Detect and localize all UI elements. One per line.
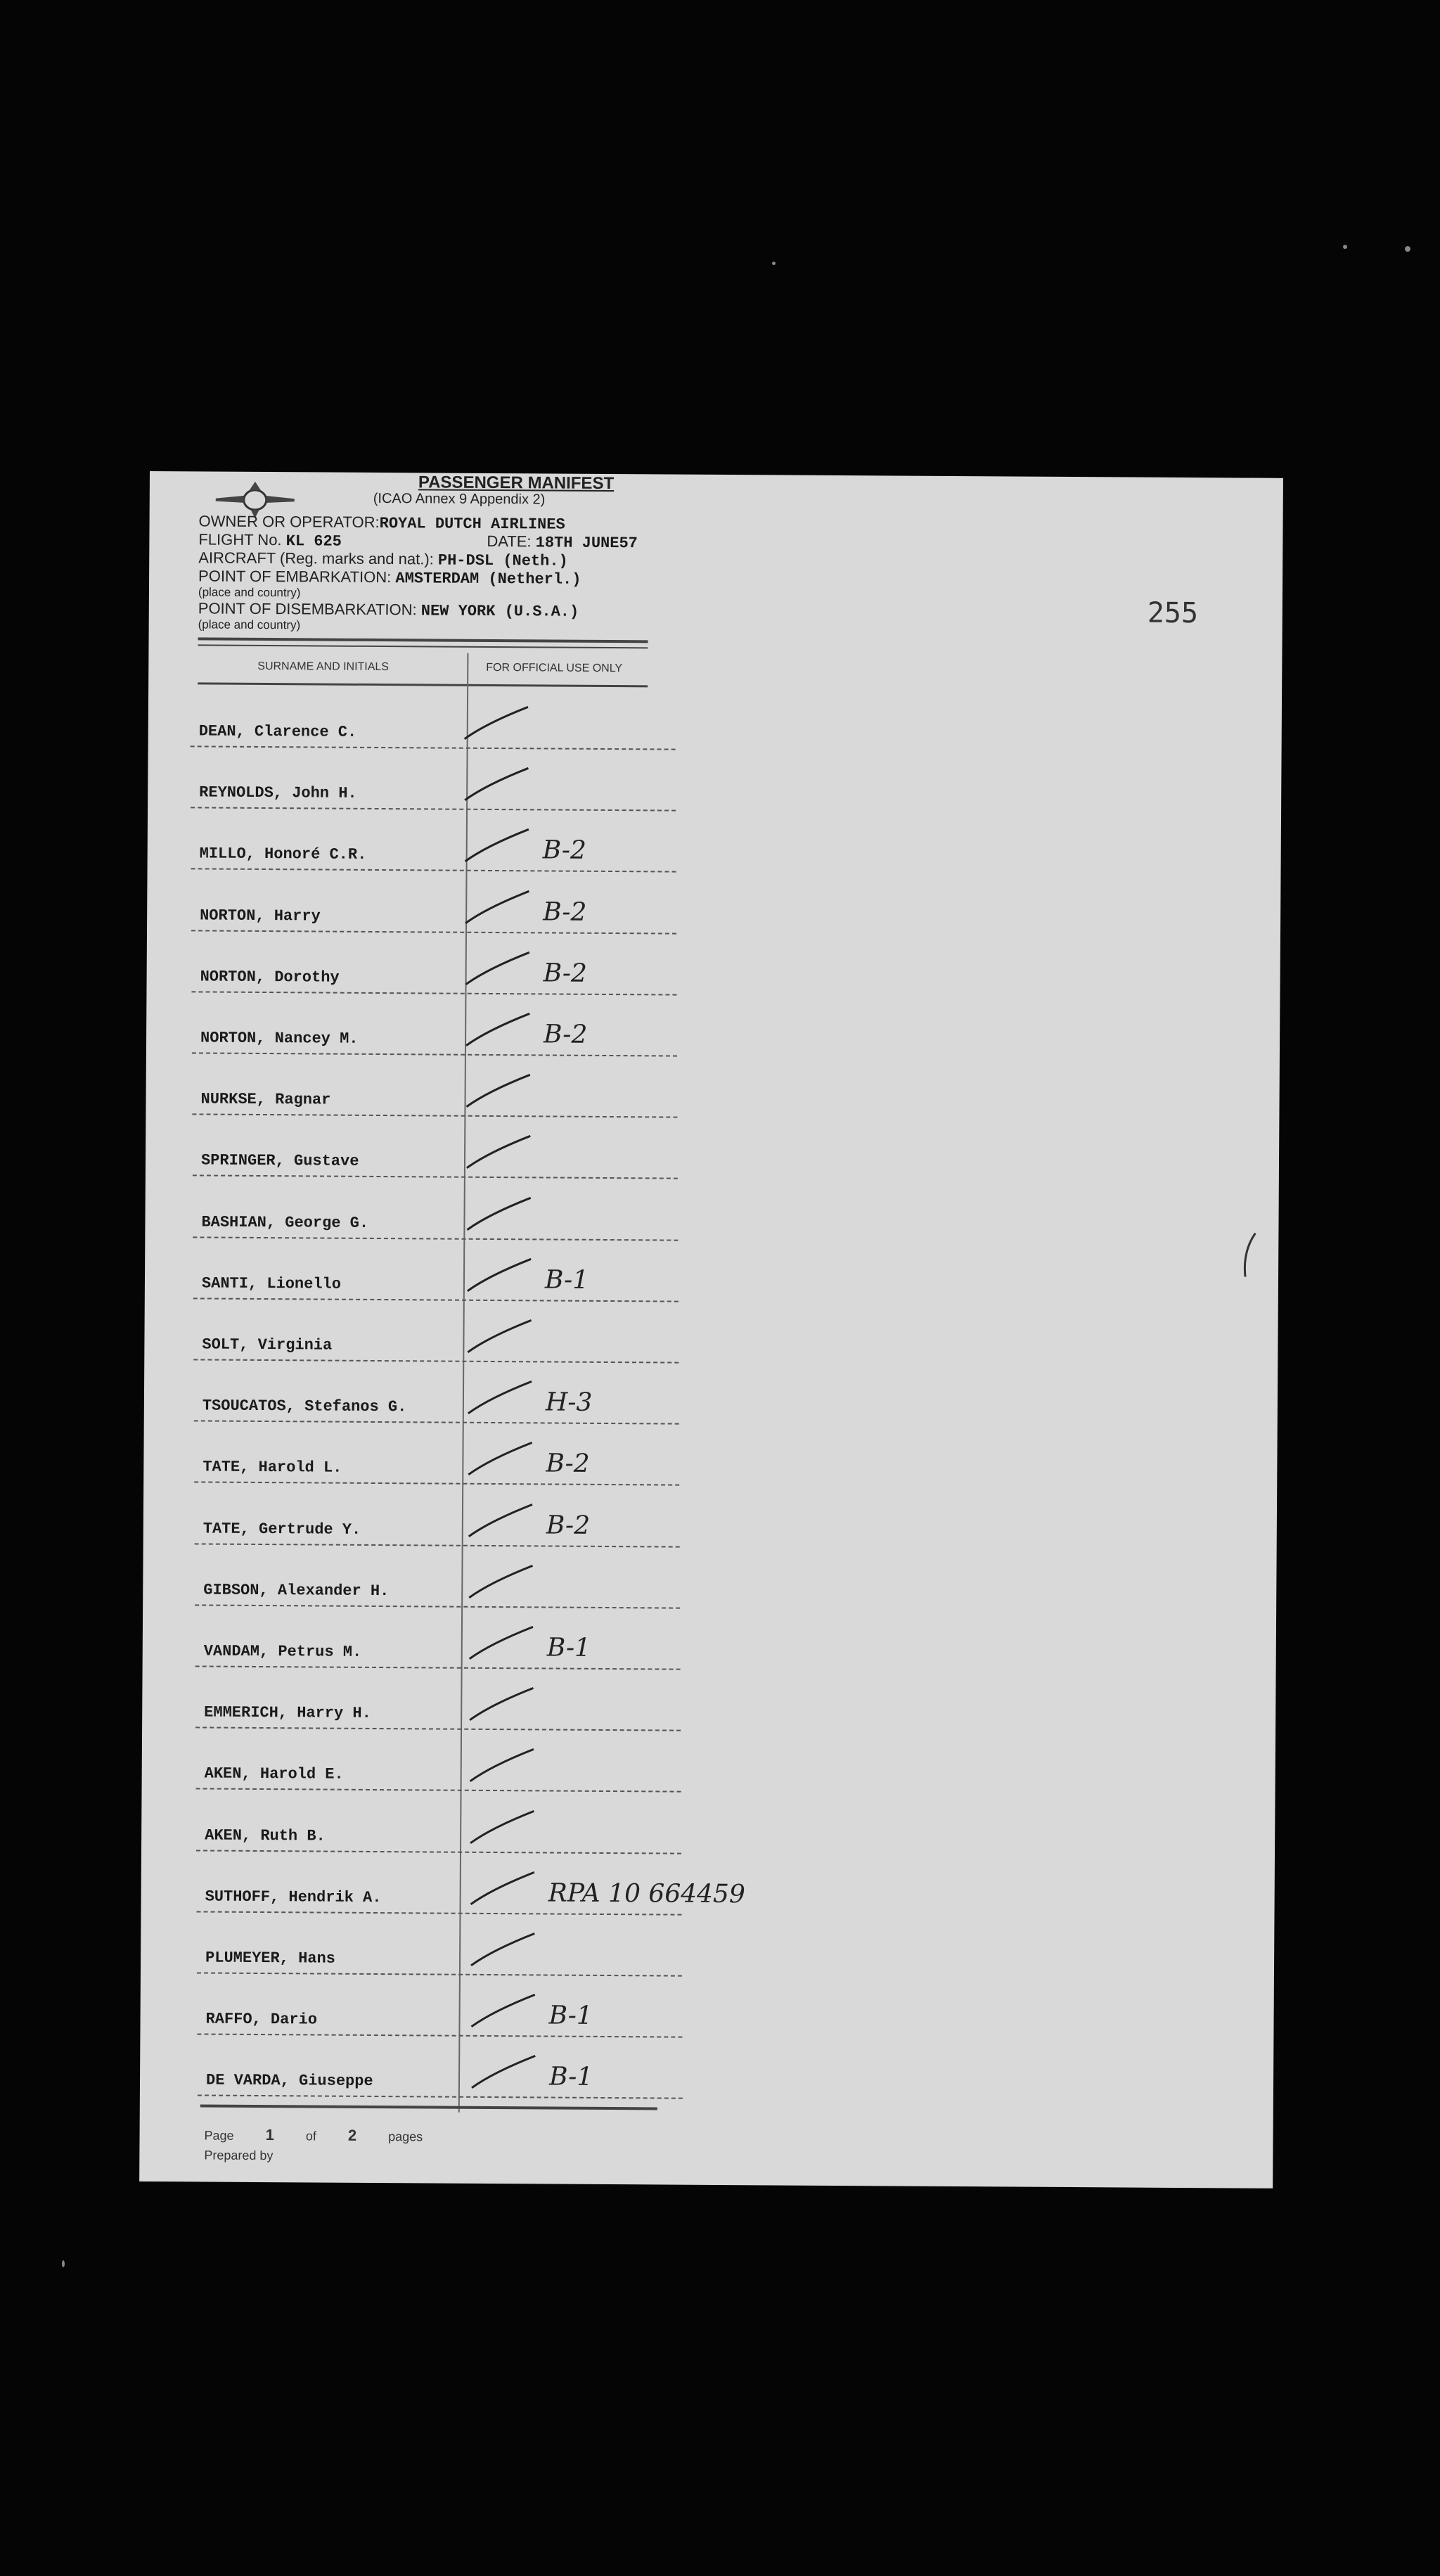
checkmark-icon bbox=[458, 764, 725, 807]
checkmark-icon bbox=[462, 1499, 729, 1543]
checkmark-icon bbox=[461, 1377, 728, 1421]
passenger-row bbox=[191, 870, 677, 934]
official-notation: B-2 bbox=[543, 1020, 588, 1049]
of-label: of bbox=[305, 2129, 316, 2144]
official-notation: H-3 bbox=[545, 1388, 593, 1418]
passenger-row bbox=[191, 748, 676, 812]
checkmark-icon bbox=[461, 1255, 728, 1298]
passenger-name: SOLT, Virginia bbox=[202, 1335, 333, 1354]
passenger-name: MILLO, Honoré C.R. bbox=[199, 845, 367, 864]
passenger-name: SUTHOFF, Hendrik A. bbox=[205, 1888, 382, 1907]
passenger-row bbox=[193, 1299, 679, 1363]
official-notation: B-1 bbox=[548, 2001, 593, 2031]
passenger-row bbox=[194, 1422, 680, 1486]
official-notation: B-2 bbox=[543, 897, 587, 927]
table-bottom-rule bbox=[200, 2104, 657, 2110]
passenger-name: SPRINGER, Gustave bbox=[200, 1151, 359, 1171]
passenger-name: AKEN, Harold E. bbox=[204, 1764, 344, 1784]
official-notation: B-2 bbox=[546, 1511, 591, 1540]
checkmark-icon bbox=[463, 1806, 731, 1850]
checkmark-icon bbox=[464, 1990, 731, 2034]
checkmark-icon bbox=[460, 1132, 727, 1175]
header-rule-thin bbox=[198, 644, 648, 648]
passenger-row bbox=[195, 1544, 681, 1608]
scan-speck bbox=[1343, 245, 1347, 249]
passenger-name: AKEN, Ruth B. bbox=[205, 1826, 326, 1845]
checkmark-icon bbox=[458, 886, 726, 930]
passenger-name: NURKSE, Ragnar bbox=[200, 1090, 331, 1109]
checkmark-icon bbox=[463, 1684, 730, 1727]
checkmark-icon bbox=[459, 947, 726, 991]
passenger-row bbox=[191, 686, 676, 750]
disembarkation-value: NEW YORK (U.S.A.) bbox=[420, 602, 579, 621]
header-rule bbox=[198, 637, 648, 643]
date-label: DATE: bbox=[487, 532, 532, 551]
passenger-row bbox=[198, 2035, 683, 2099]
scan-speck bbox=[62, 2260, 65, 2267]
passenger-row bbox=[197, 1912, 683, 1976]
passenger-name: REYNOLDS, John H. bbox=[199, 783, 357, 802]
official-notation: B-1 bbox=[546, 1633, 591, 1662]
passenger-row bbox=[191, 931, 677, 995]
passenger-name: TATE, Harold L. bbox=[202, 1458, 342, 1478]
scan-speck bbox=[1405, 246, 1410, 252]
checkmark-icon bbox=[465, 2051, 732, 2095]
passenger-row bbox=[194, 1361, 680, 1425]
embarkation-value: AMSTERDAM (Netherl.) bbox=[395, 570, 581, 589]
owner-value: ROYAL DUTCH AIRLINES bbox=[379, 514, 565, 534]
passenger-name: EMMERICH, Harry H. bbox=[204, 1703, 371, 1723]
page-label: Page bbox=[204, 2128, 234, 2143]
pages-label: pages bbox=[388, 2129, 423, 2144]
passenger-row bbox=[196, 1851, 745, 1915]
official-notation: RPA 10 664459 bbox=[548, 1878, 745, 1909]
checkmark-icon bbox=[458, 825, 726, 869]
passenger-name: NORTON, Dorothy bbox=[200, 968, 340, 987]
disembarkation-label: POINT OF DISEMBARKATION: bbox=[198, 599, 417, 619]
page-value: 1 bbox=[265, 2126, 274, 2144]
passenger-name: RAFFO, Dario bbox=[205, 2010, 318, 2029]
checkmark-icon bbox=[462, 1561, 729, 1605]
column-header-official: FOR OFFICIAL USE ONLY bbox=[486, 661, 623, 675]
passenger-name: NORTON, Nancey M. bbox=[200, 1029, 359, 1048]
passenger-name: PLUMEYER, Hans bbox=[205, 1949, 336, 1968]
page-stamp: 255 bbox=[1147, 596, 1199, 630]
official-notation: B-1 bbox=[548, 2062, 593, 2092]
document-title: PASSENGER MANIFEST bbox=[418, 473, 615, 494]
passenger-row bbox=[193, 1238, 679, 1302]
passenger-row bbox=[191, 809, 677, 873]
passenger-row bbox=[193, 1115, 679, 1179]
scan-speck bbox=[772, 262, 776, 265]
passenger-name: DEAN, Clarence C. bbox=[198, 722, 357, 741]
passenger-row bbox=[192, 992, 678, 1056]
owner-label: OWNER OR OPERATOR: bbox=[198, 512, 380, 531]
passenger-name: BASHIAN, George G. bbox=[201, 1213, 369, 1232]
flight-field bbox=[198, 530, 342, 550]
pen-stroke-mark bbox=[1238, 1230, 1259, 1279]
flight-label: FLIGHT No. bbox=[198, 530, 282, 549]
official-notation: B-2 bbox=[543, 959, 587, 988]
passenger-row bbox=[195, 1483, 681, 1547]
passenger-row bbox=[196, 1729, 682, 1793]
aircraft-value: PH-DSL (Neth.) bbox=[437, 551, 568, 570]
checkmark-icon bbox=[464, 1929, 731, 1973]
column-header-surname: SURNAME AND INITIALS bbox=[257, 660, 390, 674]
disembarkation-note: (place and country) bbox=[198, 617, 301, 632]
date-value: 18TH JUNE57 bbox=[535, 534, 638, 553]
passenger-row bbox=[196, 1790, 682, 1854]
official-notation: B-1 bbox=[544, 1265, 589, 1295]
passenger-name: DE VARDA, Giuseppe bbox=[205, 2071, 373, 2091]
checkmark-icon bbox=[461, 1438, 728, 1482]
checkmark-icon bbox=[459, 1009, 726, 1053]
checkmark-icon bbox=[458, 703, 725, 746]
passenger-row bbox=[197, 1974, 683, 2038]
passenger-name: SANTI, Lionello bbox=[201, 1274, 342, 1293]
passenger-name: VANDAM, Petrus M. bbox=[203, 1642, 362, 1661]
official-notation: B-2 bbox=[546, 1449, 590, 1479]
of-value: 2 bbox=[347, 2126, 357, 2144]
passenger-row bbox=[193, 1177, 679, 1241]
row-rule bbox=[198, 2095, 683, 2099]
passenger-name: TATE, Gertrude Y. bbox=[202, 1520, 361, 1539]
checkmark-icon bbox=[459, 1070, 726, 1114]
date-field bbox=[487, 532, 638, 552]
page-count bbox=[204, 2126, 423, 2146]
passenger-row bbox=[192, 1054, 678, 1118]
checkmark-icon bbox=[461, 1316, 728, 1359]
passenger-row bbox=[195, 1667, 681, 1731]
passenger-name: GIBSON, Alexander H. bbox=[203, 1581, 390, 1600]
checkmark-icon bbox=[463, 1745, 731, 1788]
manifest-document bbox=[139, 471, 1283, 2189]
checkmark-icon bbox=[463, 1622, 730, 1666]
passenger-name: TSOUCATOS, Stefanos G. bbox=[202, 1397, 407, 1416]
prepared-by: Prepared by bbox=[204, 2148, 274, 2163]
passenger-row bbox=[195, 1606, 681, 1670]
checkmark-icon bbox=[460, 1193, 727, 1236]
document-subtitle: (ICAO Annex 9 Appendix 2) bbox=[373, 490, 546, 508]
flight-value: KL 625 bbox=[285, 532, 342, 551]
aircraft-label: AIRCRAFT (Reg. marks and nat.): bbox=[198, 549, 434, 568]
embarkation-note: (place and country) bbox=[198, 585, 301, 600]
passenger-name: NORTON, Harry bbox=[200, 906, 321, 925]
embarkation-label: POINT OF EMBARKATION: bbox=[198, 567, 392, 587]
official-notation: B-2 bbox=[542, 835, 587, 866]
